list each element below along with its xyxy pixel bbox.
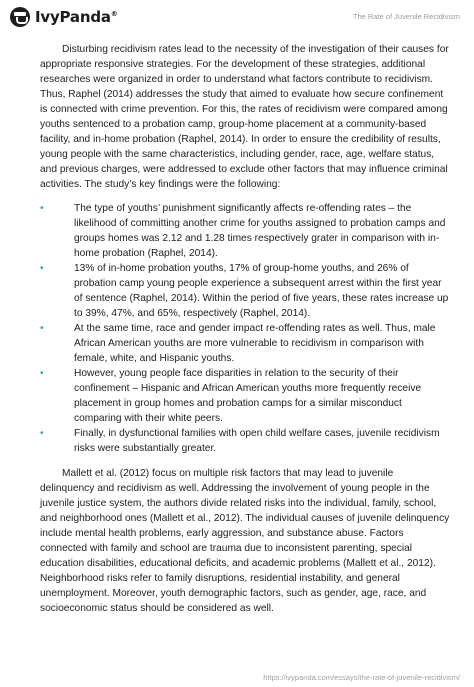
bullet-icon: • xyxy=(40,323,44,334)
list-item xyxy=(40,366,450,426)
source-url-link[interactable]: https://ivypanda.com/essays/the-rate-of-juvenile-recidivism/ xyxy=(263,673,460,682)
paragraph-risk-factors: Mallett et al. (2012) focus on multiple risk factors that may lead to juvenile delinquency and recidivism as well. Addressing the involvement of young people in the juvenile justice system, the authors divide related risks into the individual, family, school, and neighborhood ones (Mallett et al., 2012). The individual causes of juvenile delinquency include mental health problems, early aggression, and substance abuse. Factors connected with family and school are trauma due to inconsistent parenting, special education disabilities, educational deficits, and academic problems (Mallett et al., 2012). Neighborhood risks refer to family disruptions, residential instability, and general unemployment. Moreover, youth demographic factors, such as gender, age, race, and socioeconomic status should be considered as well. xyxy=(40,468,450,614)
findings-list xyxy=(40,201,450,456)
paragraph-intro: Disturbing recidivism rates lead to the necessity of the investigation of their causes for appropriate responsive strategies. For the development of these strategies, additional researches were organized in order to understand what factors contribute to recidivism. Thus, Raphel (2014) addresses the study that aimed to evaluate how secure confinement is connected with crime prevention. For this, the rates of recidivism were compared among youths sentenced to a probation camp, group-home placement at a community-based facility, and in-home probation (Raphel, 2014). In order to ensure the credibility of results, young people with the same characteristics, including gender, race, age, welfare status, and previous charges, were addressed to exclude other factors that may influence criminal activities. The study’s key findings were the following: xyxy=(40,44,449,190)
list-item xyxy=(40,201,450,261)
list-item xyxy=(40,321,450,366)
list-item xyxy=(40,261,450,321)
graduation-cap-icon xyxy=(10,7,30,27)
bullet-icon: • xyxy=(40,428,44,439)
essay-body xyxy=(40,42,450,616)
finding-text: However, young people face disparities in relation to the security of their confinement – Hispanic and African American youths more frequently receive placement in group homes and probation camps for a similar misconduct comparing with their white peers. xyxy=(74,368,422,424)
brand-name-text: IvyPanda xyxy=(35,8,111,26)
bullet-icon: • xyxy=(40,203,44,214)
brand-logo[interactable] xyxy=(10,6,118,28)
brand-name xyxy=(35,8,118,26)
finding-text: At the same time, race and gender impact re-offending rates as well. Thus, male African American youths are more vulnerable to recidivism in comparison with female, white, and Hispanic youths. xyxy=(74,323,436,364)
bullet-icon: • xyxy=(40,263,44,274)
finding-text: 13% of in-home probation youths, 17% of group-home youths, and 26% of probation camp young people experience a subsequent arrest within the first year of sentence (Raphel, 2014). Within the period of five years, these rates increase up to 39%, 47%, and 65%, respectively (Raphel, 2014). xyxy=(74,263,449,319)
bullet-icon: • xyxy=(40,368,44,379)
finding-text: The type of youths’ punishment significantly affects re-offending rates – the likelihood of committing another crime for youths assigned to probation camps and groups homes was 2.12 and 1.28 times respectively grater in comparison with in-home probation (Raphel, 2014). xyxy=(74,203,446,259)
document-title: The Rate of Juvenile Recidivism xyxy=(352,12,460,21)
list-item xyxy=(40,426,450,456)
finding-text: Finally, in dysfunctional families with open child welfare cases, juvenile recidivism risks were substantially greater. xyxy=(74,428,440,454)
page-header xyxy=(0,0,474,40)
registered-mark: ® xyxy=(110,10,118,18)
